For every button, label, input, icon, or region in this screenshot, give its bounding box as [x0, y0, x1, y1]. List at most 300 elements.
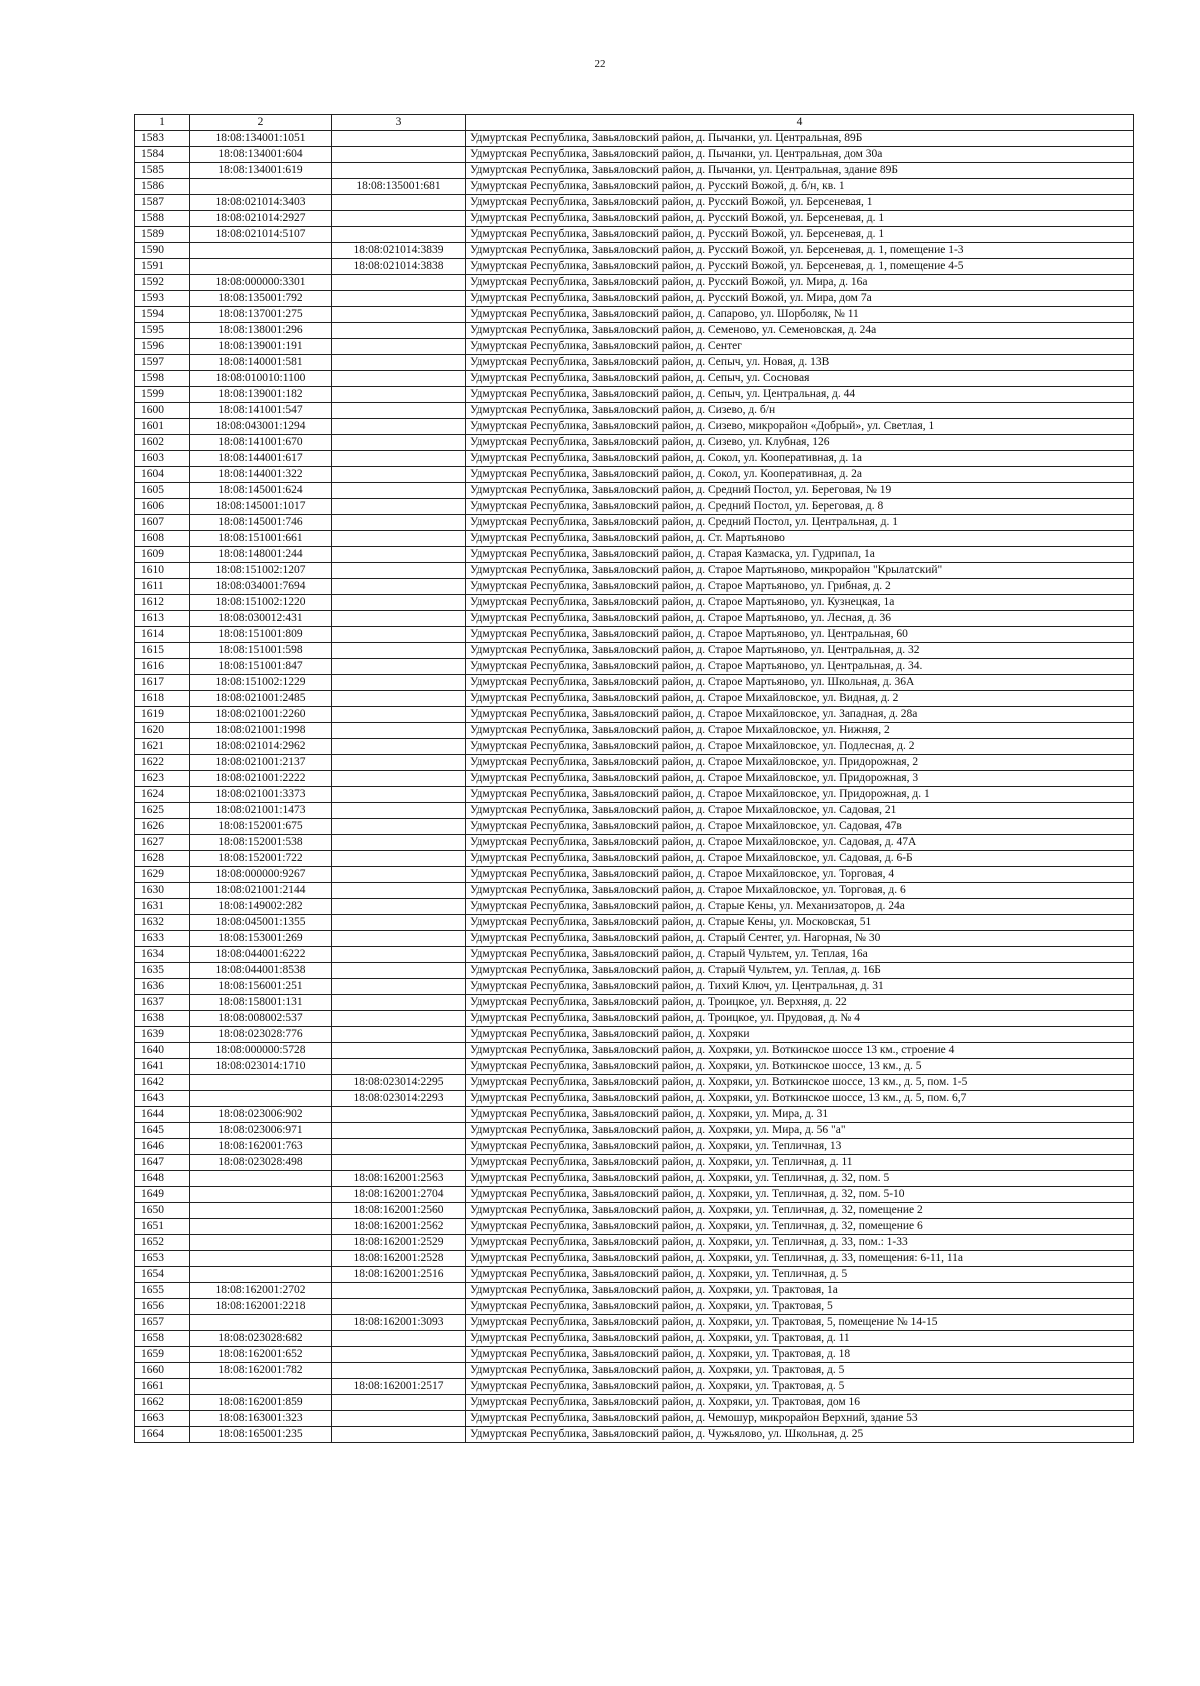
- cadastral-number-cell: 18:08:021014:3403: [190, 195, 332, 211]
- address-cell: Удмуртская Республика, Завьяловский район, д. Хохряки, ул. Тепличная, 13: [466, 1139, 1134, 1155]
- cadastral-number-cell: 18:08:138001:296: [190, 323, 332, 339]
- premises-cadastral-number-cell: [332, 451, 466, 467]
- address-cell: Удмуртская Республика, Завьяловский район, д. Троицкое, ул. Верхняя, д. 22: [466, 995, 1134, 1011]
- address-cell: Удмуртская Республика, Завьяловский район, д. Хохряки, ул. Воткинское шоссе 13 км., строение 4: [466, 1043, 1134, 1059]
- table-row: [135, 835, 1134, 851]
- premises-cadastral-number-cell: 18:08:021014:3838: [332, 259, 466, 275]
- cadastral-number-cell: 18:08:030012:431: [190, 611, 332, 627]
- row-number-cell: 1616: [135, 659, 190, 675]
- premises-cadastral-number-cell: [332, 963, 466, 979]
- premises-cadastral-number-cell: [332, 787, 466, 803]
- row-number-cell: 1595: [135, 323, 190, 339]
- cadastral-number-cell: [190, 1091, 332, 1107]
- row-number-cell: 1640: [135, 1043, 190, 1059]
- row-number-cell: 1588: [135, 211, 190, 227]
- premises-cadastral-number-cell: [332, 931, 466, 947]
- cadastral-number-cell: [190, 179, 332, 195]
- cadastral-number-cell: 18:08:156001:251: [190, 979, 332, 995]
- row-number-cell: 1645: [135, 1123, 190, 1139]
- address-cell: Удмуртская Республика, Завьяловский район, д. Тихий Ключ, ул. Центральная, д. 31: [466, 979, 1134, 995]
- row-number-cell: 1628: [135, 851, 190, 867]
- cadastral-number-cell: 18:08:000000:9267: [190, 867, 332, 883]
- premises-cadastral-number-cell: [332, 979, 466, 995]
- premises-cadastral-number-cell: [332, 1347, 466, 1363]
- row-number-cell: 1590: [135, 243, 190, 259]
- cadastral-number-cell: [190, 1251, 332, 1267]
- address-cell: Удмуртская Республика, Завьяловский район, д. Сизево, д. б/н: [466, 403, 1134, 419]
- table-row: [135, 963, 1134, 979]
- address-cell: Удмуртская Республика, Завьяловский район, д. Сепыч, ул. Центральная, д. 44: [466, 387, 1134, 403]
- premises-cadastral-number-cell: [332, 307, 466, 323]
- cadastral-number-cell: 18:08:137001:275: [190, 307, 332, 323]
- address-cell: Удмуртская Республика, Завьяловский район, д. Хохряки, ул. Тепличная, д. 33, пом.: 1-33: [466, 1235, 1134, 1251]
- row-number-cell: 1617: [135, 675, 190, 691]
- address-cell: Удмуртская Республика, Завьяловский район, д. Хохряки, ул. Трактовая, 5: [466, 1299, 1134, 1315]
- row-number-cell: 1655: [135, 1283, 190, 1299]
- column-header-2: 2: [190, 115, 332, 131]
- cadastral-number-cell: 18:08:135001:792: [190, 291, 332, 307]
- address-cell: Удмуртская Республика, Завьяловский район, д. Старое Михайловское, ул. Садовая, д. 6-Б: [466, 851, 1134, 867]
- table-row: [135, 1075, 1134, 1091]
- premises-cadastral-number-cell: [332, 1123, 466, 1139]
- table-row: [135, 1107, 1134, 1123]
- table-row: [135, 1011, 1134, 1027]
- address-cell: Удмуртская Республика, Завьяловский район, д. Старый Сентег, ул. Нагорная, № 30: [466, 931, 1134, 947]
- table-row: [135, 227, 1134, 243]
- address-cell: Удмуртская Республика, Завьяловский район, д. Сепыч, ул. Сосновая: [466, 371, 1134, 387]
- premises-cadastral-number-cell: 18:08:162001:2560: [332, 1203, 466, 1219]
- address-cell: Удмуртская Республика, Завьяловский район, д. Хохряки, ул. Воткинское шоссе, 13 км., д. 5, пом. 6,7: [466, 1091, 1134, 1107]
- cadastral-number-cell: 18:08:148001:244: [190, 547, 332, 563]
- address-cell: Удмуртская Республика, Завьяловский район, д. Хохряки, ул. Тепличная, д. 32, помещение 2: [466, 1203, 1134, 1219]
- address-cell: Удмуртская Республика, Завьяловский район, д. Сепыч, ул. Новая, д. 13В: [466, 355, 1134, 371]
- premises-cadastral-number-cell: 18:08:162001:2563: [332, 1171, 466, 1187]
- address-cell: Удмуртская Республика, Завьяловский район, д. Старое Мартьяново, ул. Центральная, д. 32: [466, 643, 1134, 659]
- premises-cadastral-number-cell: [332, 803, 466, 819]
- table-row: [135, 931, 1134, 947]
- premises-cadastral-number-cell: [332, 675, 466, 691]
- cadastral-number-cell: 18:08:153001:269: [190, 931, 332, 947]
- premises-cadastral-number-cell: [332, 771, 466, 787]
- row-number-cell: 1625: [135, 803, 190, 819]
- row-number-cell: 1586: [135, 179, 190, 195]
- address-cell: Удмуртская Республика, Завьяловский район, д. Старое Михайловское, ул. Садовая, 47в: [466, 819, 1134, 835]
- row-number-cell: 1609: [135, 547, 190, 563]
- table-row: [135, 499, 1134, 515]
- row-number-cell: 1587: [135, 195, 190, 211]
- row-number-cell: 1656: [135, 1299, 190, 1315]
- premises-cadastral-number-cell: 18:08:023014:2295: [332, 1075, 466, 1091]
- address-cell: Удмуртская Республика, Завьяловский район, д. Пычанки, ул. Центральная, 89Б: [466, 131, 1134, 147]
- row-number-cell: 1646: [135, 1139, 190, 1155]
- cadastral-number-cell: 18:08:162001:2218: [190, 1299, 332, 1315]
- table-row: [135, 1155, 1134, 1171]
- cadastral-number-cell: 18:08:162001:2702: [190, 1283, 332, 1299]
- cadastral-number-cell: 18:08:145001:746: [190, 515, 332, 531]
- row-number-cell: 1623: [135, 771, 190, 787]
- premises-cadastral-number-cell: [332, 611, 466, 627]
- premises-cadastral-number-cell: [332, 899, 466, 915]
- premises-cadastral-number-cell: 18:08:162001:3093: [332, 1315, 466, 1331]
- address-cell: Удмуртская Республика, Завьяловский район, д. Старое Михайловское, ул. Придорожная, 2: [466, 755, 1134, 771]
- cadastral-number-cell: [190, 1235, 332, 1251]
- premises-cadastral-number-cell: 18:08:023014:2293: [332, 1091, 466, 1107]
- table-body: [135, 131, 1134, 1443]
- cadastral-number-cell: 18:08:021001:2260: [190, 707, 332, 723]
- table-row: [135, 131, 1134, 147]
- address-cell: Удмуртская Республика, Завьяловский район, д. Русский Вожой, д. б/н, кв. 1: [466, 179, 1134, 195]
- address-cell: Удмуртская Республика, Завьяловский район, д. Хохряки, ул. Трактовая, д. 5: [466, 1379, 1134, 1395]
- table-row: [135, 291, 1134, 307]
- table-row: [135, 163, 1134, 179]
- row-number-cell: 1603: [135, 451, 190, 467]
- address-cell: Удмуртская Республика, Завьяловский район, д. Старое Михайловское, ул. Садовая, д. 47А: [466, 835, 1134, 851]
- cadastral-number-cell: 18:08:151001:598: [190, 643, 332, 659]
- table-row: [135, 1427, 1134, 1443]
- cadastral-number-cell: 18:08:158001:131: [190, 995, 332, 1011]
- address-cell: Удмуртская Республика, Завьяловский район, д. Старое Михайловское, ул. Придорожная, д. 1: [466, 787, 1134, 803]
- row-number-cell: 1643: [135, 1091, 190, 1107]
- cadastral-number-cell: [190, 1203, 332, 1219]
- table-row: [135, 611, 1134, 627]
- address-cell: Удмуртская Республика, Завьяловский район, д. Сентег: [466, 339, 1134, 355]
- row-number-cell: 1638: [135, 1011, 190, 1027]
- row-number-cell: 1606: [135, 499, 190, 515]
- table-row: [135, 627, 1134, 643]
- cadastral-number-cell: 18:08:144001:322: [190, 467, 332, 483]
- premises-cadastral-number-cell: [332, 467, 466, 483]
- row-number-cell: 1596: [135, 339, 190, 355]
- address-cell: Удмуртская Республика, Завьяловский район, д. Хохряки, ул. Трактовая, 1а: [466, 1283, 1134, 1299]
- premises-cadastral-number-cell: [332, 835, 466, 851]
- cadastral-number-cell: 18:08:044001:8538: [190, 963, 332, 979]
- table-row: [135, 1283, 1134, 1299]
- premises-cadastral-number-cell: [332, 387, 466, 403]
- premises-cadastral-number-cell: [332, 947, 466, 963]
- row-number-cell: 1648: [135, 1171, 190, 1187]
- row-number-cell: 1614: [135, 627, 190, 643]
- cadastral-number-cell: 18:08:045001:1355: [190, 915, 332, 931]
- premises-cadastral-number-cell: [332, 659, 466, 675]
- address-cell: Удмуртская Республика, Завьяловский район, д. Сизево, микрорайон «Добрый», ул. Светлая, 1: [466, 419, 1134, 435]
- address-cell: Удмуртская Республика, Завьяловский район, д. Русский Вожой, ул. Берсеневая, д. 1, помещение 1-3: [466, 243, 1134, 259]
- address-cell: Удмуртская Республика, Завьяловский район, д. Старое Михайловское, ул. Садовая, 21: [466, 803, 1134, 819]
- premises-cadastral-number-cell: [332, 1283, 466, 1299]
- row-number-cell: 1644: [135, 1107, 190, 1123]
- cadastral-number-cell: 18:08:145001:1017: [190, 499, 332, 515]
- row-number-cell: 1589: [135, 227, 190, 243]
- premises-cadastral-number-cell: [332, 435, 466, 451]
- premises-cadastral-number-cell: 18:08:162001:2562: [332, 1219, 466, 1235]
- table-row: [135, 387, 1134, 403]
- address-cell: Удмуртская Республика, Завьяловский район, д. Хохряки, ул. Тепличная, д. 5: [466, 1267, 1134, 1283]
- premises-cadastral-number-cell: [332, 1059, 466, 1075]
- row-number-cell: 1627: [135, 835, 190, 851]
- address-cell: Удмуртская Республика, Завьяловский район, д. Старое Мартьяново, ул. Центральная, д. 34.: [466, 659, 1134, 675]
- table-row: [135, 1379, 1134, 1395]
- table-row: [135, 1299, 1134, 1315]
- table-row: [135, 995, 1134, 1011]
- cadastral-number-cell: 18:08:162001:763: [190, 1139, 332, 1155]
- cadastral-number-cell: 18:08:021001:1998: [190, 723, 332, 739]
- row-number-cell: 1660: [135, 1363, 190, 1379]
- cadastral-number-cell: 18:08:149002:282: [190, 899, 332, 915]
- address-cell: Удмуртская Республика, Завьяловский район, д. Хохряки, ул. Тепличная, д. 33, помещения: 6-11, 11а: [466, 1251, 1134, 1267]
- address-cell: Удмуртская Республика, Завьяловский район, д. Хохряки, ул. Мира, д. 56 "а": [466, 1123, 1134, 1139]
- cadastral-number-cell: 18:08:141001:670: [190, 435, 332, 451]
- address-cell: Удмуртская Республика, Завьяловский район, д. Русский Вожой, ул. Берсеневая, 1: [466, 195, 1134, 211]
- address-cell: Удмуртская Республика, Завьяловский район, д. Сизево, ул. Клубная, 126: [466, 435, 1134, 451]
- cadastral-number-cell: 18:08:000000:5728: [190, 1043, 332, 1059]
- row-number-cell: 1584: [135, 147, 190, 163]
- row-number-cell: 1619: [135, 707, 190, 723]
- row-number-cell: 1639: [135, 1027, 190, 1043]
- address-cell: Удмуртская Республика, Завьяловский район, д. Старое Мартьяново, ул. Центральная, 60: [466, 627, 1134, 643]
- cadastral-number-cell: 18:08:021014:2962: [190, 739, 332, 755]
- premises-cadastral-number-cell: [332, 851, 466, 867]
- premises-cadastral-number-cell: [332, 147, 466, 163]
- cadastral-number-cell: 18:08:151001:661: [190, 531, 332, 547]
- premises-cadastral-number-cell: [332, 1299, 466, 1315]
- cadastral-number-cell: [190, 1171, 332, 1187]
- address-cell: Удмуртская Республика, Завьяловский район, д. Сокол, ул. Кооперативная, д. 1а: [466, 451, 1134, 467]
- address-cell: Удмуртская Республика, Завьяловский район, д. Ст. Мартьяново: [466, 531, 1134, 547]
- table-row: [135, 515, 1134, 531]
- address-cell: Удмуртская Республика, Завьяловский район, д. Хохряки, ул. Тепличная, д. 32, пом. 5: [466, 1171, 1134, 1187]
- address-cell: Удмуртская Республика, Завьяловский район, д. Старое Михайловское, ул. Торговая, 4: [466, 867, 1134, 883]
- premises-cadastral-number-cell: [332, 355, 466, 371]
- premises-cadastral-number-cell: [332, 419, 466, 435]
- address-cell: Удмуртская Республика, Завьяловский район, д. Старое Мартьяново, ул. Кузнецкая, 1а: [466, 595, 1134, 611]
- address-cell: Удмуртская Республика, Завьяловский район, д. Хохряки, ул. Тепличная, д. 32, помещение 6: [466, 1219, 1134, 1235]
- table-row: [135, 307, 1134, 323]
- table-row: [135, 547, 1134, 563]
- row-number-cell: 1605: [135, 483, 190, 499]
- table-row: [135, 579, 1134, 595]
- premises-cadastral-number-cell: [332, 371, 466, 387]
- address-cell: Удмуртская Республика, Завьяловский район, д. Старое Михайловское, ул. Видная, д. 2: [466, 691, 1134, 707]
- cadastral-number-cell: [190, 1219, 332, 1235]
- cadastral-number-cell: [190, 243, 332, 259]
- table-row: [135, 1043, 1134, 1059]
- premises-cadastral-number-cell: 18:08:162001:2704: [332, 1187, 466, 1203]
- row-number-cell: 1610: [135, 563, 190, 579]
- cadastral-number-cell: 18:08:034001:7694: [190, 579, 332, 595]
- premises-cadastral-number-cell: [332, 1363, 466, 1379]
- premises-cadastral-number-cell: 18:08:021014:3839: [332, 243, 466, 259]
- cadastral-number-cell: 18:08:021001:2144: [190, 883, 332, 899]
- row-number-cell: 1601: [135, 419, 190, 435]
- table-row: [135, 787, 1134, 803]
- address-cell: Удмуртская Республика, Завьяловский район, д. Средний Постол, ул. Центральная, д. 1: [466, 515, 1134, 531]
- cadastral-number-cell: [190, 1075, 332, 1091]
- row-number-cell: 1636: [135, 979, 190, 995]
- table-row: [135, 339, 1134, 355]
- premises-cadastral-number-cell: [332, 1155, 466, 1171]
- row-number-cell: 1649: [135, 1187, 190, 1203]
- row-number-cell: 1600: [135, 403, 190, 419]
- cadastral-number-cell: 18:08:023006:971: [190, 1123, 332, 1139]
- row-number-cell: 1632: [135, 915, 190, 931]
- address-cell: Удмуртская Республика, Завьяловский район, д. Старое Мартьяново, ул. Лесная, д. 36: [466, 611, 1134, 627]
- row-number-cell: 1637: [135, 995, 190, 1011]
- premises-cadastral-number-cell: [332, 323, 466, 339]
- table-row: [135, 707, 1134, 723]
- cadastral-number-cell: [190, 1267, 332, 1283]
- cadastral-number-cell: 18:08:139001:182: [190, 387, 332, 403]
- property-registry-table: [134, 114, 1134, 1443]
- premises-cadastral-number-cell: [332, 995, 466, 1011]
- address-cell: Удмуртская Республика, Завьяловский район, д. Старые Кены, ул. Московская, 51: [466, 915, 1134, 931]
- cadastral-number-cell: 18:08:021001:2137: [190, 755, 332, 771]
- premises-cadastral-number-cell: [332, 1027, 466, 1043]
- table-row: [135, 1139, 1134, 1155]
- premises-cadastral-number-cell: [332, 1395, 466, 1411]
- table-row: [135, 883, 1134, 899]
- premises-cadastral-number-cell: [332, 643, 466, 659]
- table-row: [135, 179, 1134, 195]
- cadastral-number-cell: 18:08:144001:617: [190, 451, 332, 467]
- address-cell: Удмуртская Республика, Завьяловский район, д. Старое Мартьяново, ул. Грибная, д. 2: [466, 579, 1134, 595]
- premises-cadastral-number-cell: [332, 211, 466, 227]
- table-row: [135, 451, 1134, 467]
- address-cell: Удмуртская Республика, Завьяловский район, д. Русский Вожой, ул. Мира, дом 7а: [466, 291, 1134, 307]
- table-row: [135, 755, 1134, 771]
- cadastral-number-cell: 18:08:151001:847: [190, 659, 332, 675]
- address-cell: Удмуртская Республика, Завьяловский район, д. Хохряки, ул. Трактовая, дом 16: [466, 1395, 1134, 1411]
- premises-cadastral-number-cell: [332, 547, 466, 563]
- address-cell: Удмуртская Республика, Завьяловский район, д. Хохряки, ул. Тепличная, д. 32, пом. 5-10: [466, 1187, 1134, 1203]
- address-cell: Удмуртская Республика, Завьяловский район, д. Сокол, ул. Кооперативная, д. 2а: [466, 467, 1134, 483]
- row-number-cell: 1593: [135, 291, 190, 307]
- premises-cadastral-number-cell: 18:08:162001:2516: [332, 1267, 466, 1283]
- address-cell: Удмуртская Республика, Завьяловский район, д. Хохряки, ул. Трактовая, д. 11: [466, 1331, 1134, 1347]
- table-row: [135, 899, 1134, 915]
- premises-cadastral-number-cell: [332, 755, 466, 771]
- address-cell: Удмуртская Республика, Завьяловский район, д. Средний Постол, ул. Береговая, № 19: [466, 483, 1134, 499]
- premises-cadastral-number-cell: [332, 163, 466, 179]
- row-number-cell: 1659: [135, 1347, 190, 1363]
- cadastral-number-cell: [190, 1315, 332, 1331]
- premises-cadastral-number-cell: [332, 915, 466, 931]
- cadastral-number-cell: 18:08:023014:1710: [190, 1059, 332, 1075]
- row-number-cell: 1629: [135, 867, 190, 883]
- table-row: [135, 1027, 1134, 1043]
- address-cell: Удмуртская Республика, Завьяловский район, д. Хохряки, ул. Трактовая, д. 18: [466, 1347, 1134, 1363]
- row-number-cell: 1641: [135, 1059, 190, 1075]
- address-cell: Удмуртская Республика, Завьяловский район, д. Хохряки, ул. Воткинское шоссе, 13 км., д. 5, пом. 1-5: [466, 1075, 1134, 1091]
- cadastral-number-cell: 18:08:043001:1294: [190, 419, 332, 435]
- premises-cadastral-number-cell: [332, 579, 466, 595]
- cadastral-number-cell: 18:08:152001:722: [190, 851, 332, 867]
- table-row: [135, 1219, 1134, 1235]
- cadastral-number-cell: 18:08:152001:675: [190, 819, 332, 835]
- cadastral-number-cell: 18:08:165001:235: [190, 1427, 332, 1443]
- page-number: 22: [594, 58, 606, 70]
- table-row: [135, 243, 1134, 259]
- cadastral-number-cell: 18:08:163001:323: [190, 1411, 332, 1427]
- cadastral-number-cell: 18:08:010010:1100: [190, 371, 332, 387]
- premises-cadastral-number-cell: [332, 499, 466, 515]
- premises-cadastral-number-cell: [332, 595, 466, 611]
- column-header-3: 3: [332, 115, 466, 131]
- cadastral-number-cell: 18:08:021014:2927: [190, 211, 332, 227]
- table-row: [135, 483, 1134, 499]
- row-number-cell: 1618: [135, 691, 190, 707]
- address-cell: Удмуртская Республика, Завьяловский район, д. Старое Михайловское, ул. Западная, д. 28а: [466, 707, 1134, 723]
- address-cell: Удмуртская Республика, Завьяловский район, д. Хохряки, ул. Тепличная, д. 11: [466, 1155, 1134, 1171]
- row-number-cell: 1607: [135, 515, 190, 531]
- row-number-cell: 1583: [135, 131, 190, 147]
- address-cell: Удмуртская Республика, Завьяловский район, д. Старый Чультем, ул. Теплая, 16а: [466, 947, 1134, 963]
- row-number-cell: 1585: [135, 163, 190, 179]
- table-row: [135, 435, 1134, 451]
- table-row: [135, 1331, 1134, 1347]
- cadastral-number-cell: 18:08:141001:547: [190, 403, 332, 419]
- table-row: [135, 1235, 1134, 1251]
- table-row: [135, 659, 1134, 675]
- row-number-cell: 1653: [135, 1251, 190, 1267]
- row-number-cell: 1624: [135, 787, 190, 803]
- table-row: [135, 531, 1134, 547]
- row-number-cell: 1658: [135, 1331, 190, 1347]
- table-row: [135, 147, 1134, 163]
- premises-cadastral-number-cell: [332, 483, 466, 499]
- cadastral-number-cell: 18:08:162001:859: [190, 1395, 332, 1411]
- table-row: [135, 915, 1134, 931]
- row-number-cell: 1613: [135, 611, 190, 627]
- cadastral-number-cell: 18:08:151001:809: [190, 627, 332, 643]
- table-row: [135, 1411, 1134, 1427]
- cadastral-number-cell: 18:08:021001:1473: [190, 803, 332, 819]
- column-header-4: 4: [466, 115, 1134, 131]
- cadastral-number-cell: 18:08:151002:1207: [190, 563, 332, 579]
- premises-cadastral-number-cell: [332, 1331, 466, 1347]
- premises-cadastral-number-cell: [332, 1043, 466, 1059]
- row-number-cell: 1615: [135, 643, 190, 659]
- cadastral-number-cell: [190, 1187, 332, 1203]
- row-number-cell: 1612: [135, 595, 190, 611]
- address-cell: Удмуртская Республика, Завьяловский район, д. Сапарово, ул. Шорболяк, № 11: [466, 307, 1134, 323]
- cadastral-number-cell: 18:08:021001:3373: [190, 787, 332, 803]
- table-row: [135, 1267, 1134, 1283]
- table-row: [135, 211, 1134, 227]
- premises-cadastral-number-cell: [332, 627, 466, 643]
- table-row: [135, 467, 1134, 483]
- row-number-cell: 1626: [135, 819, 190, 835]
- table-row: [135, 643, 1134, 659]
- premises-cadastral-number-cell: [332, 1427, 466, 1443]
- table-row: [135, 1187, 1134, 1203]
- cadastral-number-cell: 18:08:134001:604: [190, 147, 332, 163]
- row-number-cell: 1592: [135, 275, 190, 291]
- cadastral-number-cell: 18:08:023028:682: [190, 1331, 332, 1347]
- cadastral-number-cell: 18:08:008002:537: [190, 1011, 332, 1027]
- address-cell: Удмуртская Республика, Завьяловский район, д. Хохряки, ул. Воткинское шоссе, 13 км., д. 5: [466, 1059, 1134, 1075]
- address-cell: Удмуртская Республика, Завьяловский район, д. Пычанки, ул. Центральная, дом 30а: [466, 147, 1134, 163]
- premises-cadastral-number-cell: 18:08:162001:2528: [332, 1251, 466, 1267]
- address-cell: Удмуртская Республика, Завьяловский район, д. Средний Постол, ул. Береговая, д. 8: [466, 499, 1134, 515]
- cadastral-number-cell: 18:08:139001:191: [190, 339, 332, 355]
- premises-cadastral-number-cell: [332, 1011, 466, 1027]
- premises-cadastral-number-cell: [332, 691, 466, 707]
- row-number-cell: 1597: [135, 355, 190, 371]
- cadastral-number-cell: 18:08:134001:1051: [190, 131, 332, 147]
- address-cell: Удмуртская Республика, Завьяловский район, д. Хохряки, ул. Мира, д. 31: [466, 1107, 1134, 1123]
- address-cell: Удмуртская Республика, Завьяловский район, д. Старое Михайловское, ул. Нижняя, 2: [466, 723, 1134, 739]
- table-row: [135, 723, 1134, 739]
- premises-cadastral-number-cell: 18:08:162001:2517: [332, 1379, 466, 1395]
